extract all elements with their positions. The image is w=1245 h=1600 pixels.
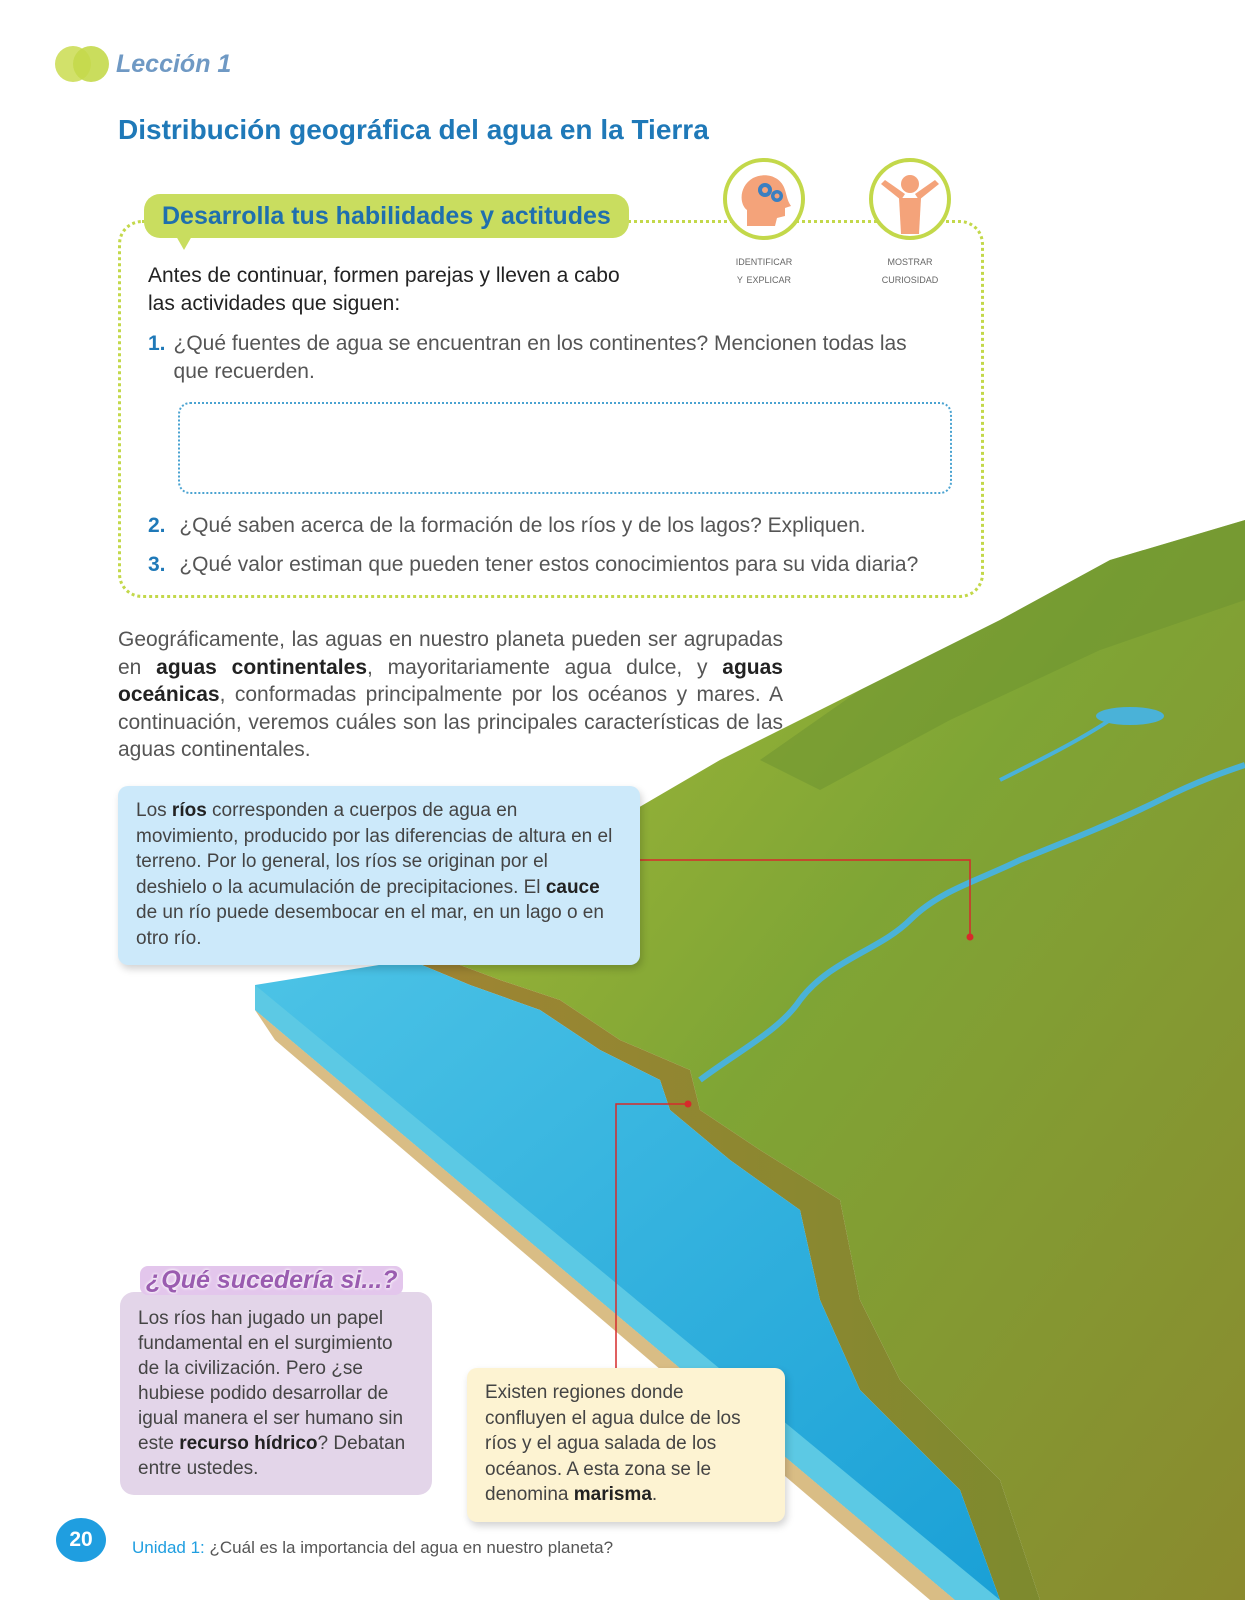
question-1 — [148, 330, 908, 386]
activity-heading-tail — [176, 236, 192, 250]
lake — [1096, 707, 1164, 725]
question-text: ¿Qué fuentes de agua se encuentran en los continentes? Mencionen todas las que recuerden. — [173, 332, 907, 383]
body-paragraph: Geográficamente, las aguas en nuestro planeta pueden ser agrupadas en aguas continentales, mayoritariamente agua dulce, y aguas oceánicas, conformadas principalmente por los océanos y mares. A continuación, veremos cuáles son las principales características de las aguas continentales. — [118, 628, 783, 761]
page-title: Distribución geográfica del agua en la Tierra — [118, 114, 709, 145]
answer-field[interactable] — [178, 402, 952, 494]
skill-label-identificar: identificar y explicar — [735, 253, 793, 286]
page-number: 20 — [56, 1518, 106, 1562]
rios-leader-dot — [967, 934, 974, 941]
question-text: ¿Qué valor estiman que pueden tener estos conocimientos para su vida diaria? — [179, 553, 919, 576]
term-recurso-hidrico: recurso hídrico — [179, 1433, 318, 1454]
term-marisma: marisma — [573, 1484, 652, 1505]
marisma-leader-dot — [685, 1101, 692, 1108]
footer-unit-text: ¿Cuál es la importancia del agua en nuestro planeta? — [204, 1538, 614, 1557]
question-number: 3. — [148, 553, 166, 576]
term-aguas-continentales: aguas continentales — [156, 655, 368, 679]
head-gears-icon — [723, 158, 805, 240]
question-number: 1. — [148, 332, 166, 355]
footer-unit-label: Unidad 1: — [132, 1538, 205, 1557]
activity-heading: Desarrolla tus habilidades y actitudes — [144, 194, 629, 238]
question-3 — [148, 551, 948, 579]
skill-label-mostrar: mostrar curiosidad — [881, 253, 939, 286]
skill-identificar — [704, 158, 824, 288]
callout-rios: Los ríos corresponden a cuerpos de agua en movimiento, producido por las diferencias de altura en el terreno. Por lo general, los ríos se originan por el deshielo o la acumulación de precipitaciones. El cauce de un río puede desembocar en el mar, en un lago o en otro río. — [118, 786, 640, 965]
question-2 — [148, 512, 948, 540]
activity-intro: Antes de continuar, formen parejas y lleven a cabo las actividades que siguen: — [148, 264, 620, 315]
person-arms-up-icon — [869, 158, 951, 240]
term-aguas-oceanicas: aguas oceánicas — [118, 655, 783, 706]
term-cauce: cauce — [545, 876, 600, 898]
callout-que-sucederia: Los ríos han jugado un papel fundamental en el surgimiento de la civilización. Pero ¿se hubiese podido desarrollar de igual manera el ser humano sin este recurso hídrico? Debatan entre ustedes. — [120, 1292, 432, 1495]
footer-unit — [132, 1538, 613, 1558]
question-number: 2. — [148, 514, 166, 537]
lesson-badge-icon — [55, 46, 111, 82]
page-number-tail — [92, 1548, 102, 1558]
question-text: ¿Qué saben acerca de la formación de los ríos y de los lagos? Expliquen. — [179, 514, 866, 537]
term-rios: ríos — [171, 800, 207, 821]
callout-marisma: Existen regiones donde confluyen el agua dulce de los ríos y el agua salada de los océanos. A esta zona se le denomina marisma. — [467, 1368, 785, 1522]
que-sucederia-title: ¿Qué sucedería si...? — [140, 1266, 403, 1295]
lesson-label: Lección 1 — [116, 50, 232, 78]
skill-mostrar — [850, 158, 970, 288]
